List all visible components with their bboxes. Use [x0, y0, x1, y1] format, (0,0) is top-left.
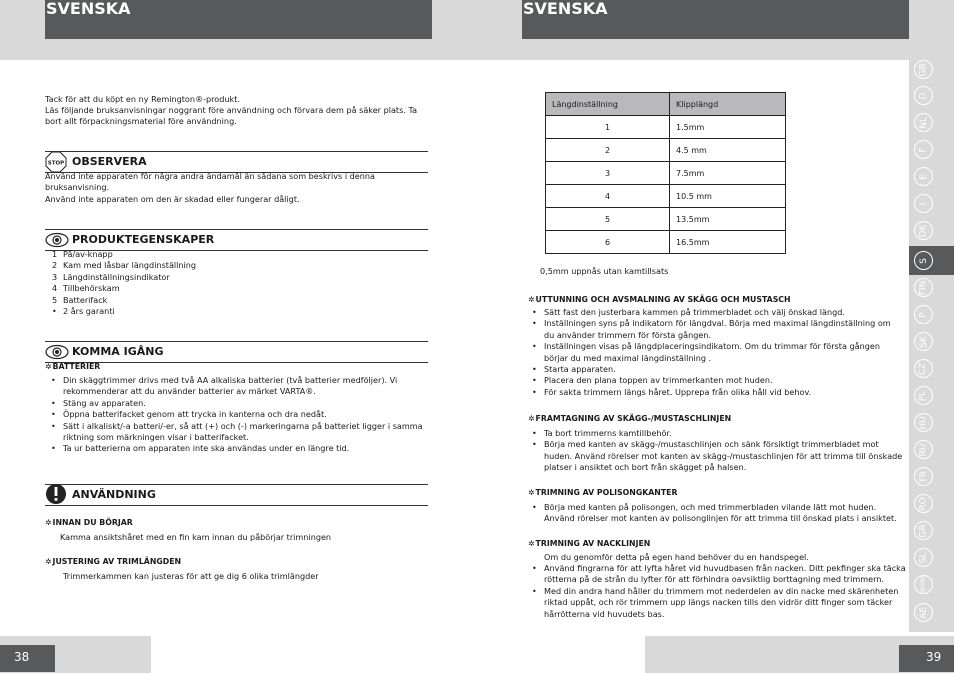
list-item: • Din skäggtrimmer drivs med två AA alkaliska batterier (två batterier medföljer). Vi rekommenderar att du använder batterier av märket VARTA®.: [51, 375, 398, 397]
table-row: 2 4.5 mm: [546, 139, 786, 162]
tab-language-cz[interactable]: CZ: [914, 359, 933, 378]
tab-language-ro[interactable]: RO: [914, 494, 933, 513]
list-item: • Börja med kanten på polisongen, och med trimmerbladen vilande lätt mot huden. Använd rörelser mot kanten av polisonglinjen för att trimma till önskad plats i ansiktet.: [532, 502, 897, 524]
intro-line-3: bort allt förpackningsmaterial före användning.: [45, 116, 237, 126]
right-header-title: SVENSKA: [523, 0, 608, 18]
table-row: 5 13.5mm: [546, 208, 786, 231]
list-item: • Använd fingrarna för att lyfta håret vid huvudbasen från nacken. Ditt pekfinger ska täcka rötterna på de strån du lyfter för att förhindra oavsiktlig borttagning med trimmern.: [532, 563, 906, 585]
polisong-list: [526, 502, 897, 525]
list-item: • Starta apparaten.: [532, 364, 616, 375]
gear-icon: ✲: [528, 295, 535, 304]
tab-language-fin[interactable]: FIN: [914, 278, 933, 297]
nacklinjen-subheading: ✲TRIMNING AV NACKLINJEN: [528, 539, 651, 548]
table-row: 1 1.5mm: [546, 116, 786, 139]
list-item: • Med din andra hand håller du trimmern mot nederdelen av din nacke med skärenheten riktad uppåt, och rör trimmern upp längs nacken tills den vidrör ditt finger som täcker hårrötterna vid huvudets bas.: [532, 585, 899, 619]
gear-icon: ✲: [45, 518, 52, 527]
anvandning-title: ANVÄNDNING: [72, 488, 156, 501]
eye-icon: [45, 232, 69, 248]
observera-line-2: bruksanvisning.: [45, 182, 110, 192]
tab-language-dk[interactable]: DK: [914, 221, 933, 240]
innan-subheading: ✲INNAN DU BÖRJAR: [45, 518, 133, 527]
komma-igang-title: KOMMA IGÅNG: [72, 345, 164, 358]
nacklinjen-intro: Om du genomför detta på egen hand behöver du en handspegel.: [544, 552, 809, 562]
tab-language-e[interactable]: E: [914, 167, 933, 186]
left-header-title: SVENSKA: [46, 0, 131, 18]
list-item: • Ta bort trimmerns kamtillbehör.: [532, 428, 672, 438]
justering-subheading: ✲JUSTERING AV TRIMLÄNGDEN: [45, 557, 182, 566]
observera-heading: [45, 151, 428, 173]
table-header-row: [546, 93, 786, 116]
list-item: • Sätt i alkaliskt/-a batteri/-er, så att (+) och (-) markeringarna på batteriet ligger i samma riktning som märkningen visar i batterifacket.: [51, 420, 423, 443]
table-row: 6 16.5mm: [546, 231, 786, 254]
list-item: • För sakta trimmern längs håret. Upprepa från olika håll vid behov.: [532, 386, 812, 397]
eye-icon: [45, 344, 69, 360]
list-item: • Sätt fast den justerbara kammen på trimmerbladet och välj önskad längd.: [532, 307, 845, 317]
uttunning-list: [526, 307, 891, 398]
list-item: • Inställningen syns på indikatorn för längdval. Börja med maximal längdinställning om du använder trimmern för första gången.: [532, 318, 891, 340]
gear-icon: ✲: [45, 362, 52, 371]
table-note: 0,5mm uppnås utan kamtillsats: [540, 266, 669, 276]
stop-icon: [45, 151, 67, 173]
list-item: 5 Batterifack: [52, 294, 108, 305]
warning-icon: [45, 483, 67, 505]
stop-icon-label: STOP: [47, 160, 65, 167]
gear-icon: ✲: [528, 539, 535, 548]
list-item: • Inställningen visas på längdplaceringsindikatorn. Om du trimmar för första gången börjar du med maximal längdinställning .: [532, 341, 880, 363]
komma-igang-heading: [45, 341, 428, 363]
tab-language-d[interactable]: D: [914, 86, 933, 105]
length-table: [545, 92, 786, 254]
list-item: • Stäng av apparaten.: [51, 397, 146, 408]
innan-text: Kamma ansiktshåret med en fin kam innan du påbörjar trimningen: [60, 532, 332, 542]
gear-icon: ✲: [528, 488, 535, 497]
observera-line-1: Använd inte apparaten för några andra ändamål än sådana som beskrivs i denna: [45, 171, 375, 181]
tab-language-sk[interactable]: SK: [914, 332, 933, 351]
batterier-list: [45, 375, 423, 455]
tab-language-p[interactable]: P: [914, 305, 933, 324]
tab-language-pl[interactable]: PL: [914, 386, 933, 405]
observera-line-3: Använd inte apparaten om den är skadad eller fungerar dåligt.: [45, 194, 300, 204]
nacklinjen-list: [526, 563, 906, 620]
batterier-subheading: ✲BATTERIER: [45, 362, 101, 371]
tab-language-nl[interactable]: NL: [914, 113, 933, 132]
table-row: 3 7.5mm: [546, 162, 786, 185]
polisong-subheading: ✲TRIMNING AV POLISONGKANTER: [528, 488, 678, 497]
features-list: [45, 249, 196, 317]
justering-text: Trimmerkammen kan justeras för att ge dig 6 olika trimlängder: [63, 571, 319, 581]
anvandning-heading: [45, 484, 428, 506]
intro-line-1: Tack för att du köpt en ny Remington®-produkt.: [45, 94, 240, 104]
list-item: 2 Kam med låsbar längdinställning: [52, 260, 197, 271]
tab-language-gb[interactable]: GB: [914, 60, 933, 79]
list-item: 4 Tillbehörskam: [52, 283, 120, 294]
list-item: • Ta ur batterierna om apparaten inte ska användas under en längre tid.: [51, 443, 350, 454]
gear-icon: ✲: [45, 557, 52, 566]
intro-line-2: Läs följande bruksanvisningar noggrant före användning och förvara dem på säker plats. Ta: [45, 105, 418, 115]
tab-language-sl[interactable]: SL: [914, 548, 933, 567]
tab-language-tr[interactable]: TR: [914, 467, 933, 486]
list-item: • Placera den plana toppen av trimmerkanten mot huden.: [532, 375, 773, 386]
tab-language-s[interactable]: S: [914, 251, 933, 270]
list-item: 1 På/av-knapp: [52, 249, 113, 259]
tab-language-ae[interactable]: AE: [914, 603, 933, 622]
right-page-number: 39: [899, 645, 954, 672]
tab-language-hu[interactable]: HU: [914, 413, 933, 432]
observera-title: OBSERVERA: [72, 155, 147, 168]
framtagning-list: [526, 428, 902, 474]
list-item: 3 Längdinställningsindikator: [52, 271, 170, 282]
left-page-number: 38: [0, 645, 55, 672]
list-item: • Öppna batterifacket genom att trycka in kanterna och dra nedåt.: [51, 409, 327, 420]
list-item: • 2 års garanti: [52, 306, 115, 317]
tab-language-hr-srb[interactable]: HR/SRB: [914, 575, 933, 594]
tab-language-i[interactable]: I: [914, 194, 933, 213]
framtagning-subheading: ✲FRAMTAGNING AV SKÄGG-/MUSTASCHLINJEN: [528, 414, 732, 423]
tab-language-gr[interactable]: GR: [914, 521, 933, 540]
left-header-bar: [45, 0, 432, 39]
uttunning-subheading: ✲UTTUNNING OCH AVSMALNING AV SKÄGG OCH MUSTASCH: [528, 295, 791, 304]
produktegenskaper-title: PRODUKTEGENSKAPER: [72, 233, 215, 246]
table-header-cell: Klipplängd: [670, 93, 786, 116]
tab-language-ru[interactable]: RU: [914, 440, 933, 459]
table-row: 4 10.5 mm: [546, 185, 786, 208]
produktegenskaper-heading: [45, 229, 428, 251]
tab-language-f[interactable]: F: [914, 140, 933, 159]
right-header-bar: [522, 0, 909, 39]
table-header-cell: Längdinställning: [546, 93, 670, 116]
gear-icon: ✲: [528, 414, 535, 423]
list-item: • Börja med kanten av skägg-/mustaschlinjen och sänk försiktigt trimmerbladet mot huden. Använd rörelser mot kanten av skägg-/mustaschlinjen för att trimma till önskade platser i ansiktet och bort från skägget på halsen.: [532, 439, 903, 473]
